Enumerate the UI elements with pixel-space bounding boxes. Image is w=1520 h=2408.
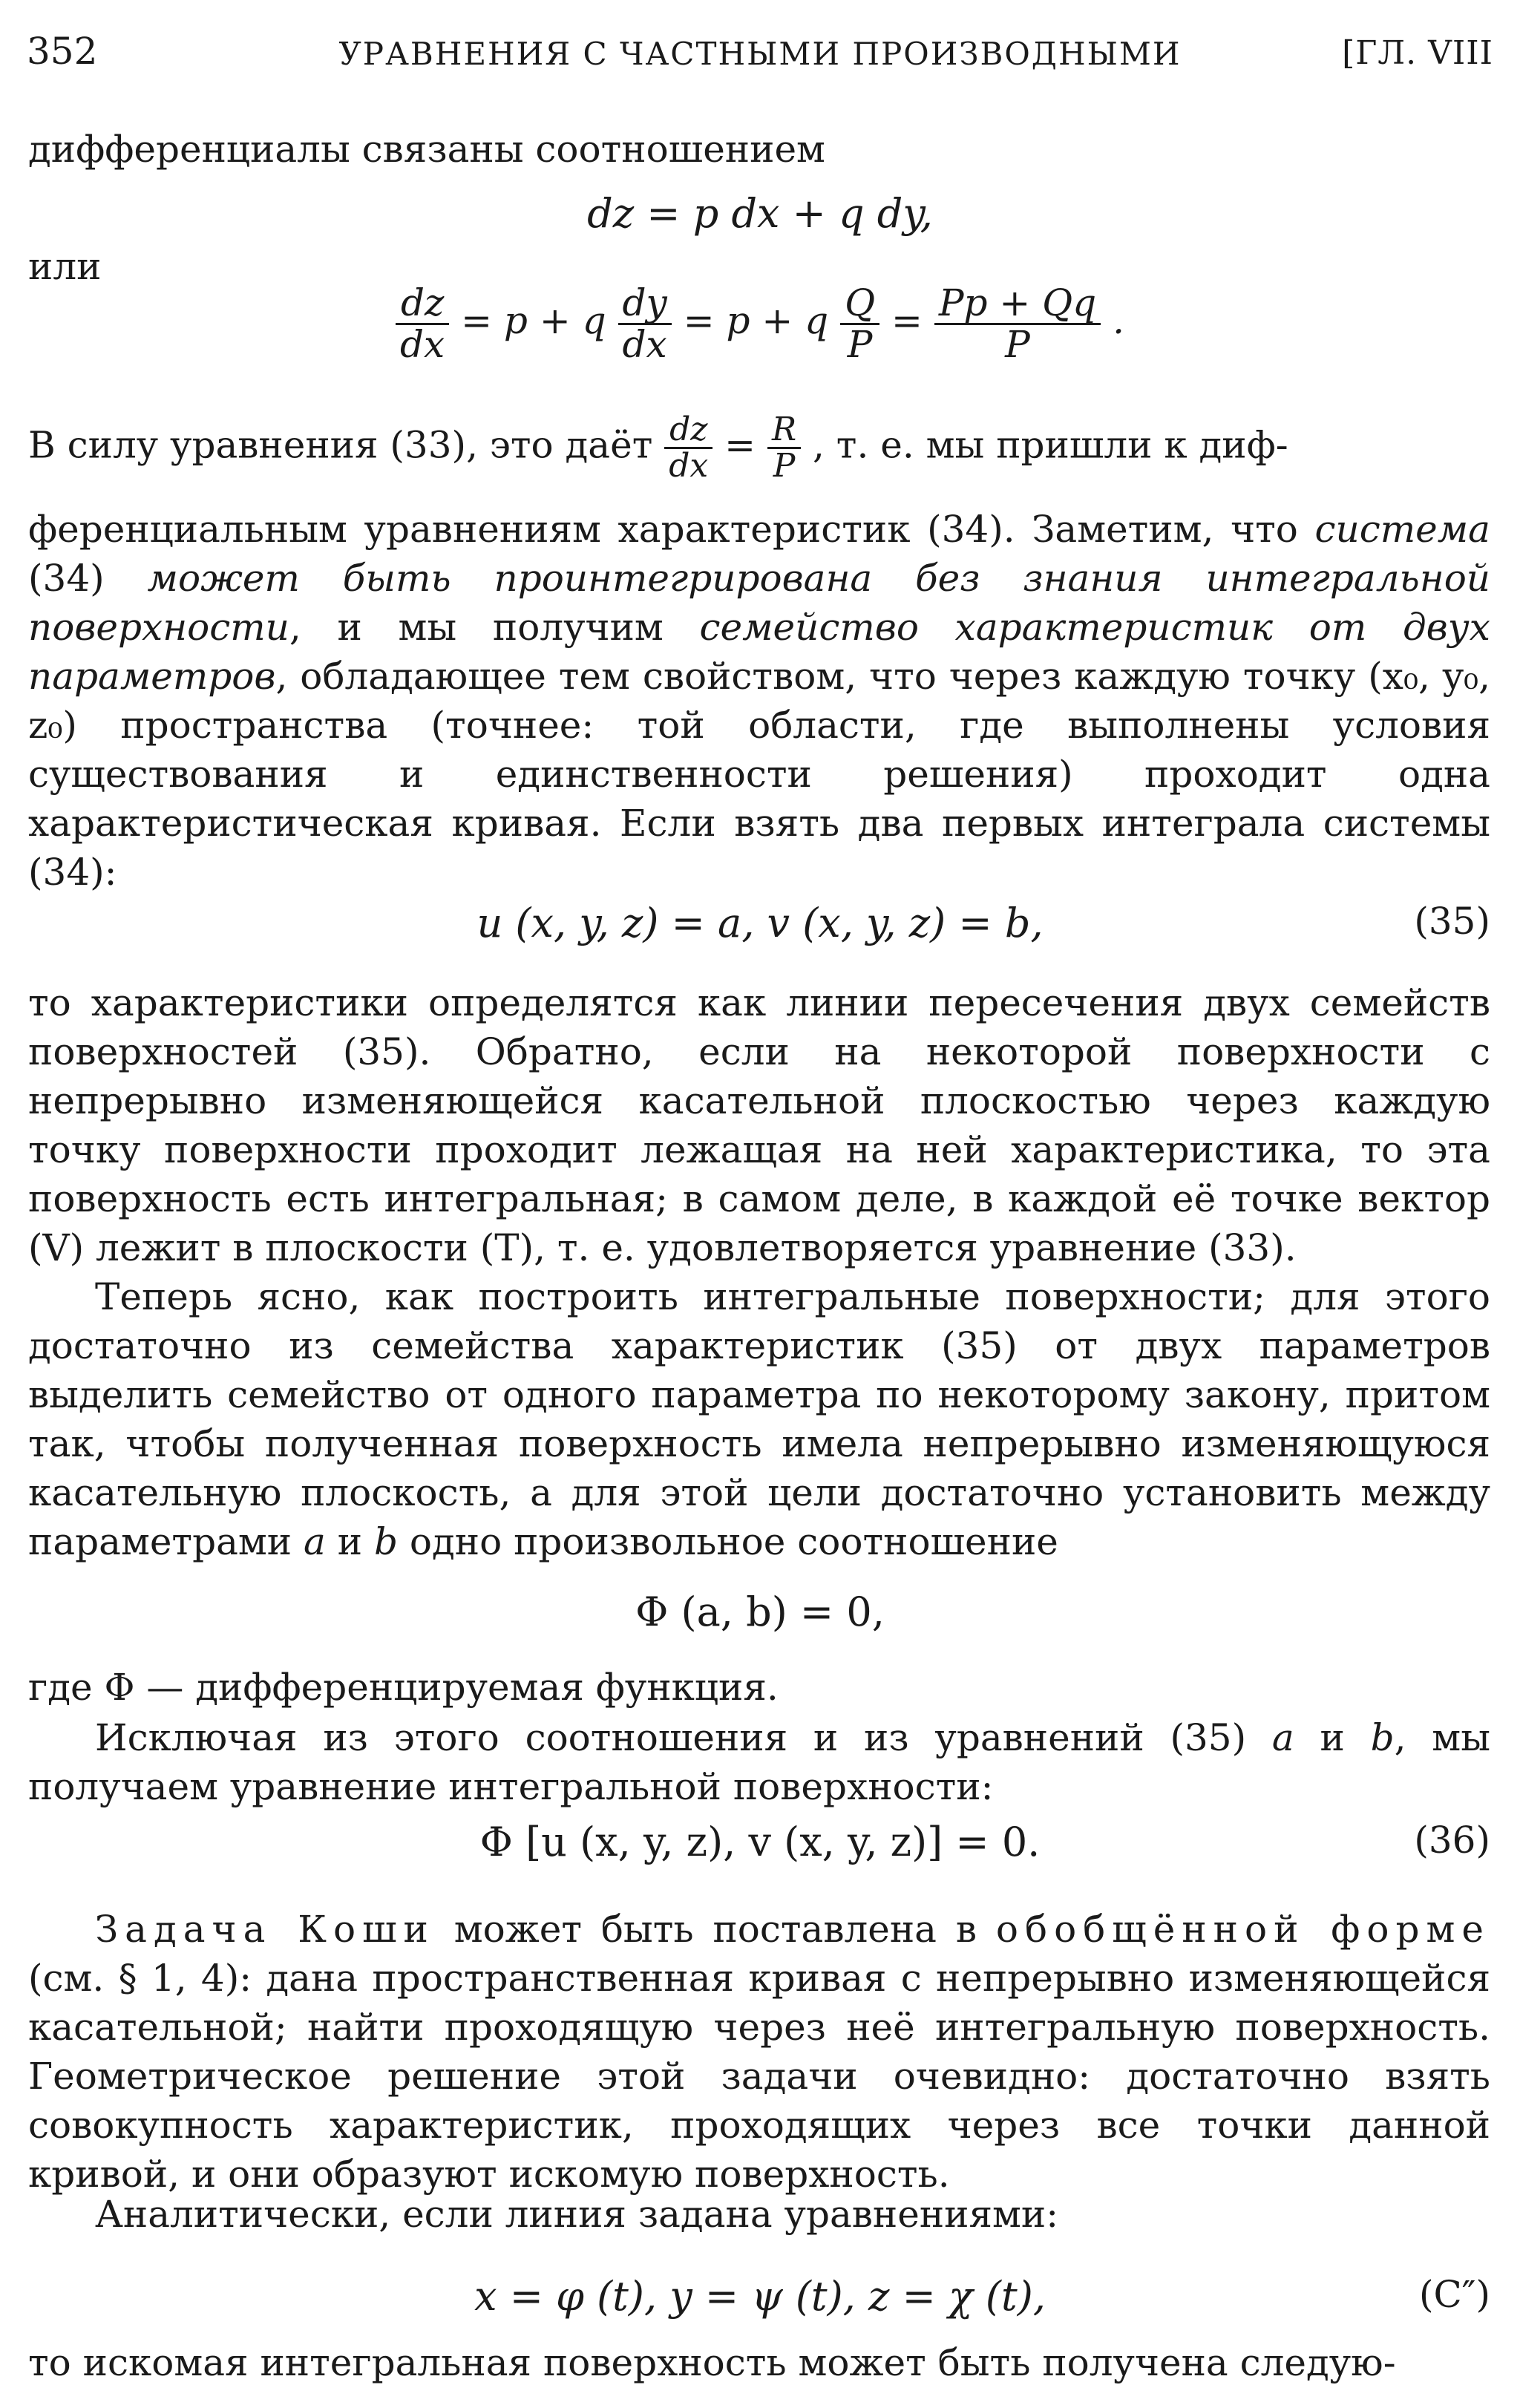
paragraph-9: Аналитически, если линия задана уравнениями:	[95, 2193, 1059, 2236]
italic-text: система	[1314, 508, 1490, 551]
paragraph-5	[28, 1272, 1490, 1566]
paragraph-3	[28, 505, 1490, 897]
text-run: и	[325, 1520, 374, 1563]
text-run: может быть поставлена в	[434, 1908, 996, 1951]
fraction-dz-dx-inline: $\frac{dz}{dx}$	[664, 413, 712, 483]
paragraph-4: то характеристики определятся как линии пересечения двух семейств поверхностей (35). Обратно, если на некоторой поверхности с непрерывно изменяющейся касательной плоскостью через каждую точку поверхности проходит лежащая на ней характеристика, то эта поверхность есть интегральная; в самом деле, в каждой её точке вектор (V) лежит в плоскости (T), т. е. удовлетворяется уравнение (33).	[28, 981, 1490, 1269]
text-run: Исключая из этого соотношения и из уравнений (35)	[95, 1716, 1272, 1759]
paragraph-10: то искомая интегральная поверхность может быть получена следую-	[28, 2341, 1396, 2384]
equation-c: x = φ (t), y = ψ (t), z = χ (t),	[474, 2273, 1046, 2320]
text-run: (34)	[28, 557, 148, 600]
paragraph-6: где Φ — дифференцируемая функция.	[28, 1666, 779, 1709]
text-run: =	[724, 423, 756, 467]
fraction-q-p: $\frac{Q}{P}$	[840, 284, 879, 364]
equation-36: Φ [u (x, y, z), v (x, y, z)] = 0.	[479, 1819, 1041, 1865]
text-run: Теперь ясно, как построить интегральные поверхности; для этого достаточно из семейства характеристик (35) от двух параметров выделить семейство от одного параметра по некоторому закону, притом так, чтобы полученная поверхность имела непрерывно изменяющуюся касательную плоскость, а для этой цели достаточно установить между параметрами	[28, 1275, 1490, 1563]
paragraph-8	[28, 1905, 1490, 2199]
spaced-term: Задача Коши	[95, 1908, 435, 1951]
text-run: , т. е. мы пришли к диф-	[813, 423, 1288, 467]
text-run: В силу уравнения (33), это даёт	[28, 423, 653, 467]
variable-b: b	[1370, 1716, 1395, 1759]
paragraph-2	[28, 410, 1490, 485]
variable-a: a	[304, 1520, 326, 1563]
equation-number-36: (36)	[1414, 1819, 1490, 1862]
italic-text: может быть проинтегрирована без знания интегральной поверхности	[28, 557, 1490, 649]
text-run: (см. § 1, 4): дана пространственная кривая с непрерывно изменяющейся касательной; найти проходящую через неё интегральную поверхность. Геометрическое решение этой задачи очевидно: достаточно взять совокупность характеристик, проходящих через все точки данной кривой, и они образуют искомую поверхность.	[28, 1957, 1490, 2196]
equation-phi: Φ (a, b) = 0,	[635, 1589, 885, 1635]
text-run: , и мы получим	[289, 606, 700, 649]
fraction-dy-dx: $\frac{dy}{dx}$	[618, 284, 672, 364]
paragraph-1: дифференциалы связаны соотношением	[28, 128, 825, 171]
equation-35: u (x, y, z) = a, v (x, y, z) = b,	[476, 900, 1044, 946]
text-run: одно произвольное соотношение	[397, 1520, 1058, 1563]
equation-term: = p + q	[461, 299, 606, 342]
text-run: и	[1294, 1716, 1371, 1759]
equation-derivative	[0, 281, 1520, 366]
page-header	[27, 21, 1493, 88]
variable-a: a	[1271, 1716, 1294, 1759]
page-number: 352	[27, 30, 98, 73]
chapter-label: [ГЛ. VIII	[1342, 34, 1493, 72]
fraction-r-p-inline: $\frac{R}{P}$	[767, 413, 801, 483]
equation-number-35: (35)	[1414, 900, 1490, 943]
text-run: , мы получаем уравнение интегральной поверхности:	[28, 1716, 1490, 1808]
text-run: ференциальным уравнениям характеристик (34). Заметим, что	[28, 508, 1315, 551]
spaced-term: обобщённой форме	[995, 1908, 1490, 1951]
fraction-dz-dx: $\frac{dz}{dx}$	[396, 284, 449, 364]
running-title: УРАВНЕНИЯ С ЧАСТНЫМИ ПРОИЗВОДНЫМИ	[338, 36, 1182, 72]
equation-term: = p + q	[683, 299, 829, 342]
variable-b: b	[373, 1520, 398, 1563]
equation-dz: dz = p dx + q dy,	[587, 190, 933, 237]
equation-term: =	[891, 299, 923, 342]
italic-text: семейство характеристик от двух параметров	[28, 606, 1490, 698]
text-run: , обладающее тем свойством, что через каждую точку (x₀, y₀, z₀) пространства (точнее: той области, где выполнены условия существования и единственности решения) проходит одна характеристическая кривая. Если взять два первых интеграла системы (34):	[28, 655, 1490, 894]
fraction-pp-qq: $\frac{Pp + Qq}{P}$	[934, 284, 1101, 364]
equation-term: .	[1113, 299, 1124, 342]
word-or: или	[28, 245, 102, 288]
equation-number-c: (C″)	[1419, 2273, 1490, 2316]
paragraph-7	[28, 1713, 1490, 1811]
